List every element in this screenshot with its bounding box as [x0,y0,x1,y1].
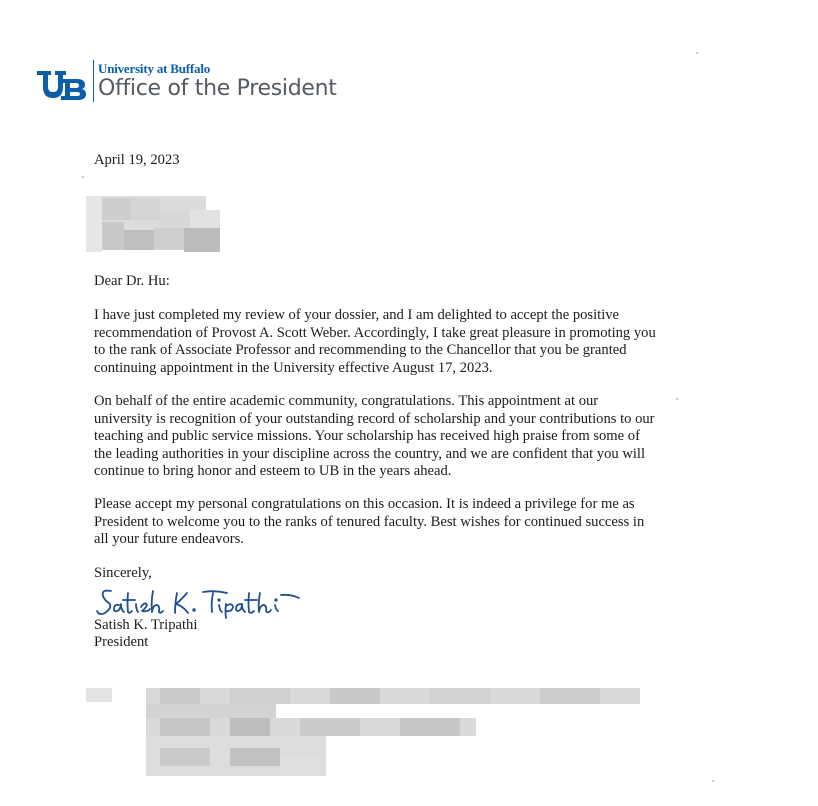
scan-speck [696,52,698,54]
paragraph-line: university is recognition of your outstanding record of scholarship and your contributions to our [94,410,655,427]
paragraph-line: continue to bring honor and esteem to UB in the years ahead. [94,463,452,479]
signer-name: Satish K. Tripathi [94,617,198,633]
paragraph-2 [94,393,655,481]
paragraph-line: continuing appointment in the University effective August 17, 2023. [94,359,493,376]
paragraph-line: Please accept my personal congratulations on this occasion. It is indeed a privilege for me as [94,496,635,512]
signature-icon [95,585,310,619]
scan-speck [676,398,678,400]
office-name: Office of the President [98,75,337,101]
paragraph-line: all your future endeavors. [94,531,244,547]
letter-date: April 19, 2023 [94,152,180,168]
letterhead [37,58,337,104]
paragraph-line: teaching and public service missions. Your scholarship has received high praise from some of [94,428,640,444]
letterhead-divider [93,60,94,102]
signer-title: President [94,634,149,650]
paragraph-1 [94,307,656,377]
salutation: Dear Dr. Hu: [94,273,170,289]
paragraph-line: On behalf of the entire academic community, congratulations. This appointment at our [94,393,599,409]
paragraph-line: I have just completed my review of your dossier, and I am delighted to accept the positive [94,307,620,323]
paragraph-3 [94,496,644,549]
paragraph-line: to the rank of Associate Professor and recommending to the Chancellor that you be granted [94,342,627,358]
closing: Sincerely, [94,565,152,581]
scan-speck [82,176,84,178]
scan-speck [712,780,714,782]
ub-logo-icon [37,67,87,101]
paragraph-line: President to welcome you to the ranks of tenured faculty. Best wishes for continued success in [94,513,645,530]
paragraph-line: recommendation of Provost A. Scott Weber. Accordingly, I take great pleasure in promoting you [94,324,656,341]
university-name: University at Buffalo [98,60,211,76]
paragraph-line: the leading authorities in your discipline across the country, and we are confident that you will [94,445,646,462]
